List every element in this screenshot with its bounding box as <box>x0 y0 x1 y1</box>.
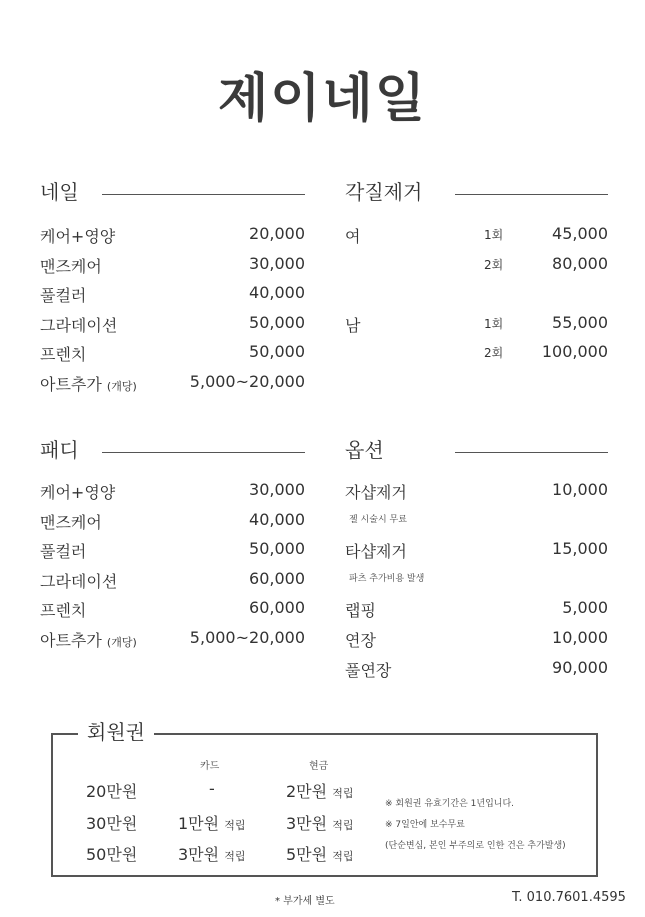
membership-amount: 20만원 <box>86 782 138 801</box>
vat-note: * 부가세 별도 <box>275 896 335 907</box>
peel-divider <box>455 194 608 195</box>
peel-heading: 각질제거 <box>345 180 423 204</box>
nail-heading: 네일 <box>40 180 79 204</box>
membership-cash-benefit: 3만원 적립 <box>286 814 354 833</box>
option-note: 파츠 추가비용 발생 <box>349 574 425 584</box>
membership-card-benefit: - <box>209 779 215 798</box>
membership-card-benefit: 3만원 적립 <box>178 845 246 864</box>
pedi-divider <box>102 452 305 453</box>
options-divider <box>455 452 608 453</box>
membership-heading: 회원권 <box>78 716 154 745</box>
pedi-heading: 패디 <box>40 438 79 462</box>
membership-note: ※ 회원권 유효기간은 1년입니다. <box>385 799 515 809</box>
col-header-card: 카드 <box>200 761 220 772</box>
options-heading: 옵션 <box>345 438 384 462</box>
membership-note: (단순변심, 본인 부주의로 인한 건은 추가발생) <box>385 841 566 851</box>
col-header-cash: 현금 <box>309 761 329 772</box>
page-title: 제이네일 <box>218 69 427 129</box>
membership-cash-benefit: 5만원 적립 <box>286 845 354 864</box>
peel-male-label: 남 <box>345 316 361 335</box>
membership-amount: 50만원 <box>86 845 138 864</box>
membership-note: ※ 7일안에 보수무료 <box>385 820 465 830</box>
peel-female-label: 여 <box>345 227 361 246</box>
option-note: 젤 시술시 무료 <box>349 515 407 525</box>
membership-amount: 30만원 <box>86 814 138 833</box>
membership-cash-benefit: 2만원 적립 <box>286 782 354 801</box>
membership-card-benefit: 1만원 적립 <box>178 814 246 833</box>
phone-number: T. 010.7601.4595 <box>512 890 626 905</box>
nail-divider <box>102 194 305 195</box>
